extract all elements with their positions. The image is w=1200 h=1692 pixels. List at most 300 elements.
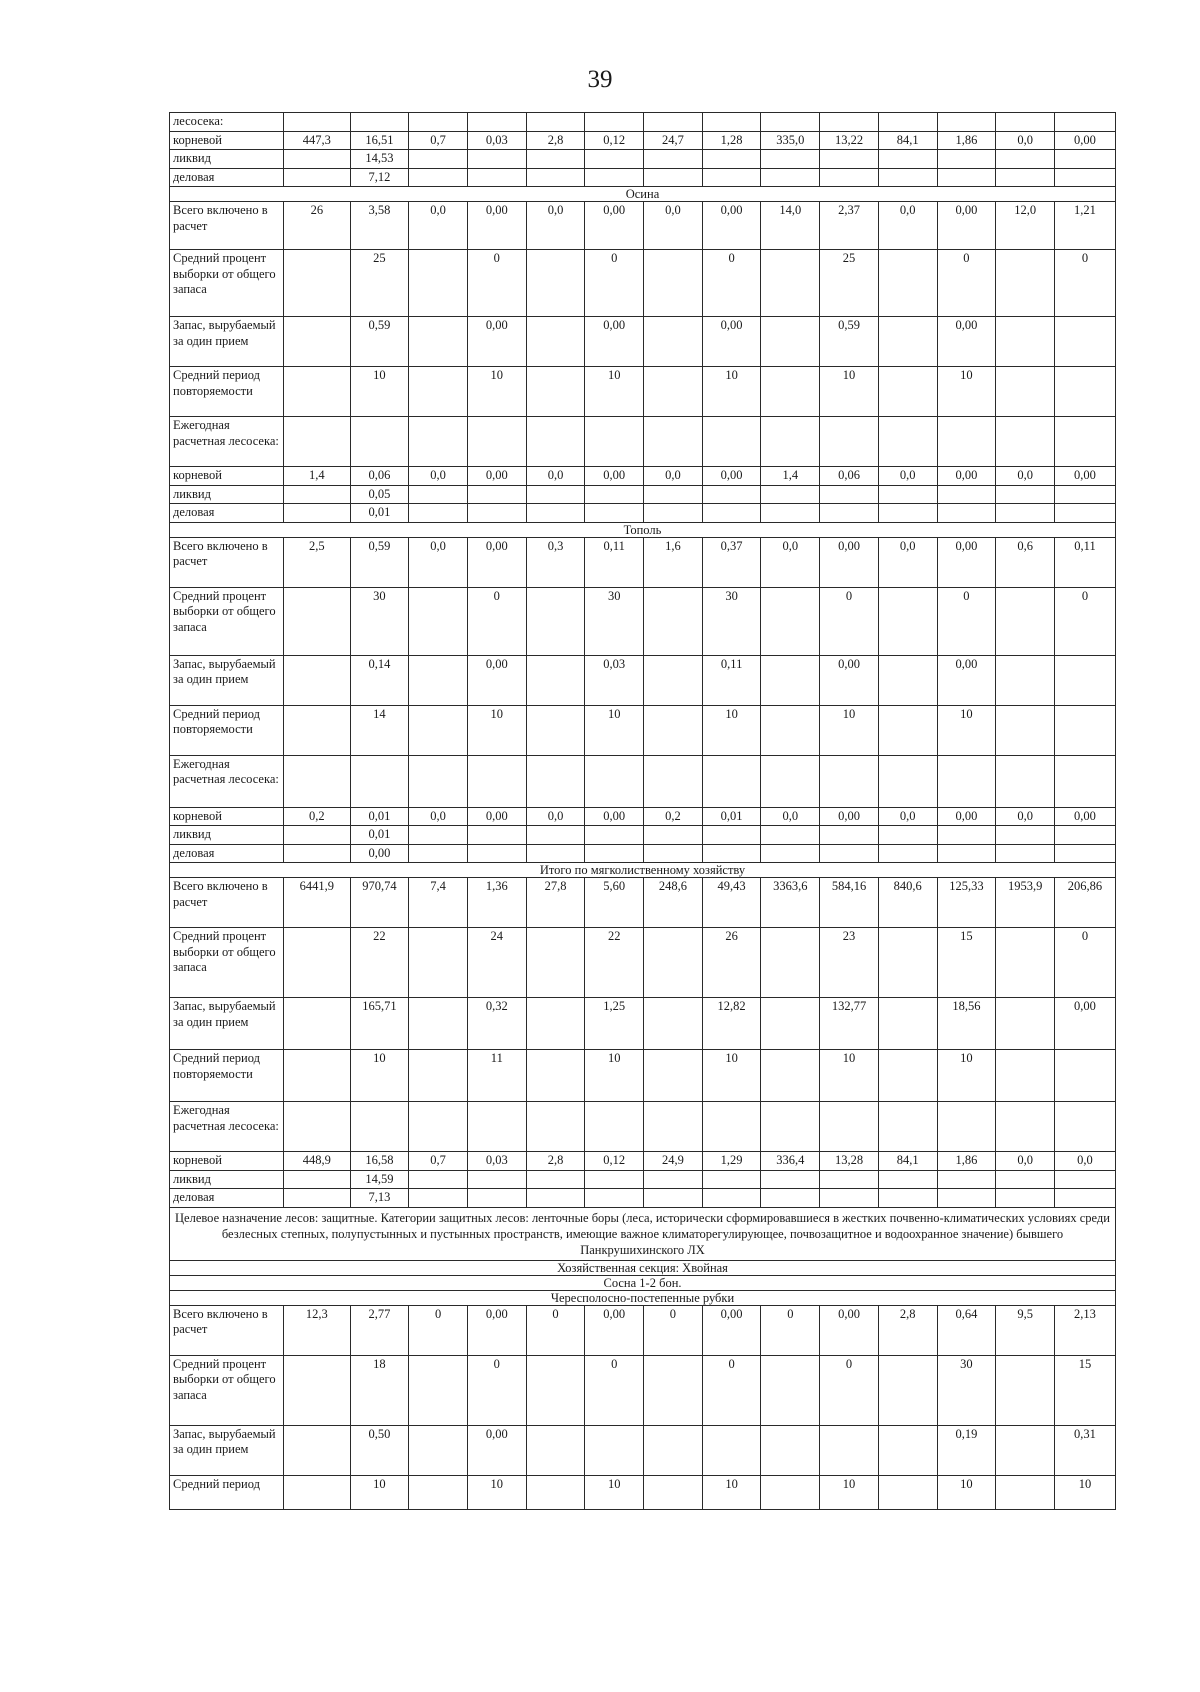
table-cell: 0,00 — [467, 655, 526, 705]
table-cell: 0,00 — [467, 317, 526, 367]
table-cell — [820, 844, 879, 863]
table-row — [170, 168, 1116, 187]
row-label: Ежегодная расчетная лесосека: — [170, 417, 284, 467]
table-cell — [996, 485, 1055, 504]
section-header-row — [170, 187, 1116, 202]
table-cell: 2,5 — [284, 537, 350, 587]
table-cell: 0,59 — [350, 317, 409, 367]
table-cell — [761, 367, 820, 417]
table-row — [170, 655, 1116, 705]
section-title: Осина — [170, 187, 1116, 202]
table-cell: 0 — [585, 1355, 644, 1425]
table-cell — [761, 168, 820, 187]
table-row — [170, 131, 1116, 150]
row-label: Средний процент выборки от общего запаса — [170, 587, 284, 655]
table-cell: 0 — [820, 1355, 879, 1425]
table-cell — [644, 504, 703, 523]
table-cell — [761, 417, 820, 467]
table-cell: 0,0 — [878, 467, 937, 486]
table-cell — [526, 587, 585, 655]
row-label: корневой — [170, 1152, 284, 1171]
table-cell — [284, 1475, 350, 1509]
table-cell: 10 — [350, 367, 409, 417]
table-cell — [409, 417, 468, 467]
table-cell — [820, 150, 879, 169]
table-cell — [644, 1050, 703, 1102]
table-row — [170, 878, 1116, 928]
table-cell — [1054, 705, 1115, 755]
table-cell — [878, 1475, 937, 1509]
table-cell — [284, 1425, 350, 1475]
table-row — [170, 1425, 1116, 1475]
table-cell: 840,6 — [878, 878, 937, 928]
table-cell — [284, 1189, 350, 1208]
table-cell — [467, 113, 526, 132]
table-cell: 0,0 — [761, 537, 820, 587]
table-cell: 0,0 — [526, 202, 585, 250]
table-cell — [996, 150, 1055, 169]
table-cell — [644, 250, 703, 317]
table-cell — [1054, 317, 1115, 367]
table-cell — [644, 998, 703, 1050]
table-cell: 0,05 — [350, 485, 409, 504]
table-cell — [878, 250, 937, 317]
table-cell: 0,01 — [350, 826, 409, 845]
table-cell: 10 — [937, 1050, 996, 1102]
table-cell — [1054, 1170, 1115, 1189]
table-cell — [644, 655, 703, 705]
table-cell: 14,0 — [761, 202, 820, 250]
table-cell: 0,00 — [702, 467, 761, 486]
table-cell — [820, 168, 879, 187]
table-cell: 0,0 — [996, 1152, 1055, 1171]
row-label: корневой — [170, 131, 284, 150]
table-cell: 30 — [702, 587, 761, 655]
table-cell — [644, 150, 703, 169]
table-cell — [761, 998, 820, 1050]
row-label: Средний процент выборки от общего запаса — [170, 1355, 284, 1425]
table-cell: 0,00 — [1054, 807, 1115, 826]
table-cell: 132,77 — [820, 998, 879, 1050]
table-cell — [467, 844, 526, 863]
table-cell: 0,01 — [350, 504, 409, 523]
table-cell — [937, 755, 996, 807]
table-cell: 11 — [467, 1050, 526, 1102]
table-cell — [526, 1050, 585, 1102]
table-cell: 1,21 — [1054, 202, 1115, 250]
table-cell: 10 — [820, 1475, 879, 1509]
table-row — [170, 1189, 1116, 1208]
table-row — [170, 928, 1116, 998]
table-cell: 30 — [585, 587, 644, 655]
table-cell: 0,00 — [585, 317, 644, 367]
table-cell — [467, 168, 526, 187]
table-cell — [526, 367, 585, 417]
table-cell — [409, 998, 468, 1050]
table-cell: 0,59 — [350, 537, 409, 587]
table-cell — [409, 1102, 468, 1152]
table-cell: 1,4 — [284, 467, 350, 486]
table-cell — [761, 1475, 820, 1509]
table-cell — [644, 1102, 703, 1152]
row-label: Ежегодная расчетная лесосека: — [170, 755, 284, 807]
table-cell — [526, 826, 585, 845]
table-cell — [467, 1170, 526, 1189]
table-cell — [996, 844, 1055, 863]
table-cell: 0,00 — [585, 202, 644, 250]
table-cell — [1054, 113, 1115, 132]
table-cell: 0,00 — [467, 1305, 526, 1355]
section-header-row — [170, 1260, 1116, 1275]
table-cell: 22 — [585, 928, 644, 998]
table-cell — [467, 1189, 526, 1208]
table-cell — [820, 755, 879, 807]
table-cell — [996, 113, 1055, 132]
table-cell — [996, 1425, 1055, 1475]
table-cell — [1054, 755, 1115, 807]
table-cell — [526, 168, 585, 187]
table-cell — [284, 250, 350, 317]
table-cell: 0,0 — [878, 807, 937, 826]
table-cell: 0,00 — [585, 1305, 644, 1355]
table-cell — [1054, 504, 1115, 523]
table-cell — [644, 826, 703, 845]
table-cell — [526, 705, 585, 755]
table-row — [170, 150, 1116, 169]
table-cell — [702, 504, 761, 523]
table-cell: 12,0 — [996, 202, 1055, 250]
table-cell: 0,00 — [820, 1305, 879, 1355]
table-cell: 10 — [467, 1475, 526, 1509]
table-cell: 23 — [820, 928, 879, 998]
table-cell: 0,0 — [996, 131, 1055, 150]
table-cell — [284, 367, 350, 417]
table-row — [170, 367, 1116, 417]
table-cell: 0,7 — [409, 1152, 468, 1171]
table-cell — [878, 150, 937, 169]
table-cell: 0 — [526, 1305, 585, 1355]
table-cell — [526, 113, 585, 132]
table-cell: 0,0 — [526, 467, 585, 486]
table-cell — [409, 113, 468, 132]
table-cell: 10 — [820, 367, 879, 417]
row-label: ликвид — [170, 485, 284, 504]
table-cell: 0 — [702, 250, 761, 317]
table-cell: 0,0 — [761, 807, 820, 826]
table-cell — [284, 1050, 350, 1102]
table-cell: 10 — [937, 367, 996, 417]
table-cell: 0,50 — [350, 1425, 409, 1475]
section-header-row — [170, 1275, 1116, 1290]
table-cell: 12,3 — [284, 1305, 350, 1355]
table-cell — [585, 504, 644, 523]
table-cell: 14,59 — [350, 1170, 409, 1189]
table-cell: 7,12 — [350, 168, 409, 187]
table-cell — [284, 1102, 350, 1152]
table-cell — [878, 504, 937, 523]
section-header-row — [170, 1290, 1116, 1305]
table-cell: 0,00 — [467, 1425, 526, 1475]
table-cell — [409, 504, 468, 523]
table-cell: 1,25 — [585, 998, 644, 1050]
table-cell — [761, 317, 820, 367]
table-cell — [644, 367, 703, 417]
table-cell — [996, 826, 1055, 845]
row-label: Средний процент выборки от общего запаса — [170, 250, 284, 317]
table-cell — [467, 755, 526, 807]
table-cell: 18,56 — [937, 998, 996, 1050]
table-cell — [996, 1355, 1055, 1425]
table-cell: 16,51 — [350, 131, 409, 150]
table-cell: 1,28 — [702, 131, 761, 150]
row-label: Средний период повторяемости — [170, 1050, 284, 1102]
table-cell — [937, 844, 996, 863]
table-cell: 0,00 — [467, 537, 526, 587]
table-cell — [467, 1102, 526, 1152]
table-cell — [585, 150, 644, 169]
table-cell — [878, 1050, 937, 1102]
table-cell — [761, 150, 820, 169]
table-cell: 15 — [937, 928, 996, 998]
section-title: Тополь — [170, 522, 1116, 537]
table-cell: 0,32 — [467, 998, 526, 1050]
table-cell — [996, 1170, 1055, 1189]
table-cell — [409, 705, 468, 755]
table-cell — [761, 485, 820, 504]
table-cell — [526, 928, 585, 998]
table-cell — [820, 417, 879, 467]
table-cell: 0,0 — [996, 467, 1055, 486]
table-cell — [644, 705, 703, 755]
table-row — [170, 113, 1116, 132]
table-cell: 0,64 — [937, 1305, 996, 1355]
table-cell: 0,0 — [409, 807, 468, 826]
table-cell: 0,00 — [467, 202, 526, 250]
table-cell — [702, 417, 761, 467]
table-cell: 0 — [409, 1305, 468, 1355]
table-cell: 0 — [820, 587, 879, 655]
table-cell — [526, 317, 585, 367]
table-cell — [996, 168, 1055, 187]
table-cell: 0,0 — [409, 537, 468, 587]
table-cell: 10 — [585, 705, 644, 755]
table-cell — [409, 1170, 468, 1189]
table-cell — [409, 1425, 468, 1475]
table-cell — [878, 1355, 937, 1425]
table-cell — [284, 168, 350, 187]
table-cell — [526, 1425, 585, 1475]
table-cell: 336,4 — [761, 1152, 820, 1171]
table-cell: 0,00 — [585, 807, 644, 826]
table-cell: 0,19 — [937, 1425, 996, 1475]
table-cell: 24,7 — [644, 131, 703, 150]
table-cell — [702, 168, 761, 187]
table-cell — [996, 1050, 1055, 1102]
table-cell: 10 — [937, 705, 996, 755]
row-label: Всего включено в расчет — [170, 1305, 284, 1355]
table-cell — [644, 587, 703, 655]
table-cell: 0 — [467, 1355, 526, 1425]
section-header-row — [170, 863, 1116, 878]
table-cell: 1,86 — [937, 1152, 996, 1171]
table-cell — [996, 1189, 1055, 1208]
table-cell — [702, 1189, 761, 1208]
table-cell — [1054, 826, 1115, 845]
table-cell: 2,8 — [526, 1152, 585, 1171]
table-cell — [937, 504, 996, 523]
table-cell: 0,00 — [820, 807, 879, 826]
table-cell — [526, 1475, 585, 1509]
table-cell — [937, 150, 996, 169]
table-cell: 0,11 — [702, 655, 761, 705]
table-cell: 0,2 — [644, 807, 703, 826]
table-cell — [284, 826, 350, 845]
table-cell: 2,8 — [878, 1305, 937, 1355]
table-cell: 0,6 — [996, 537, 1055, 587]
table-cell — [878, 417, 937, 467]
row-label: ликвид — [170, 826, 284, 845]
table-cell: 1953,9 — [996, 878, 1055, 928]
table-cell — [996, 655, 1055, 705]
table-cell — [702, 755, 761, 807]
table-cell — [409, 150, 468, 169]
table-cell: 84,1 — [878, 131, 937, 150]
table-cell: 7,13 — [350, 1189, 409, 1208]
table-cell: 10 — [585, 1475, 644, 1509]
table-cell — [996, 587, 1055, 655]
table-cell: 0,12 — [585, 1152, 644, 1171]
table-cell — [350, 755, 409, 807]
table-row — [170, 317, 1116, 367]
table-cell: 2,13 — [1054, 1305, 1115, 1355]
table-cell — [585, 755, 644, 807]
row-label: Средний период — [170, 1475, 284, 1509]
table-cell — [761, 587, 820, 655]
table-cell: 0,12 — [585, 131, 644, 150]
table-cell: 2,77 — [350, 1305, 409, 1355]
table-cell: 10 — [350, 1050, 409, 1102]
table-cell: 0 — [761, 1305, 820, 1355]
table-cell: 0,00 — [937, 202, 996, 250]
table-cell: 0 — [1054, 928, 1115, 998]
table-cell — [526, 250, 585, 317]
table-cell — [284, 705, 350, 755]
table-cell: 3,58 — [350, 202, 409, 250]
table-cell — [585, 844, 644, 863]
table-cell: 30 — [937, 1355, 996, 1425]
table-cell — [878, 1425, 937, 1475]
table-cell — [585, 1102, 644, 1152]
table-cell: 0,14 — [350, 655, 409, 705]
purpose-note: Целевое назначение лесов: защитные. Категории защитных лесов: ленточные боры (леса, исторически сформировавшиеся в жестких почвенно-климатических условиях среди безлесных степных, полупустынных и пустынных пространств, имеющие важное климаторегулирующее, почвозащитное и водоохранное значение) бывшего Панкрушихинского ЛХ — [170, 1207, 1116, 1260]
table-cell — [820, 504, 879, 523]
table-cell — [820, 1189, 879, 1208]
table-cell — [526, 1189, 585, 1208]
table-cell — [702, 1425, 761, 1475]
table-cell: 10 — [820, 705, 879, 755]
table-cell — [644, 317, 703, 367]
table-cell — [467, 826, 526, 845]
table-cell: 24 — [467, 928, 526, 998]
table-row — [170, 755, 1116, 807]
table-cell: 9,5 — [996, 1305, 1055, 1355]
table-cell: 0,0 — [409, 467, 468, 486]
row-label: Всего включено в расчет — [170, 202, 284, 250]
section-title: Чересполосно-постепенные рубки — [170, 1290, 1116, 1305]
table-cell: 0,31 — [1054, 1425, 1115, 1475]
table-cell: 0,00 — [937, 467, 996, 486]
table-cell: 2,8 — [526, 131, 585, 150]
forest-calc-table — [169, 112, 1116, 1510]
table-row — [170, 998, 1116, 1050]
row-label: деловая — [170, 168, 284, 187]
table-cell: 0,0 — [878, 202, 937, 250]
row-label: Всего включено в расчет — [170, 878, 284, 928]
table-cell — [467, 417, 526, 467]
table-cell — [878, 755, 937, 807]
table-cell — [996, 250, 1055, 317]
table-cell: 0,03 — [467, 131, 526, 150]
row-label: Запас, вырубаемый за один прием — [170, 317, 284, 367]
table-cell — [996, 367, 1055, 417]
table-cell: 1,6 — [644, 537, 703, 587]
table-cell: 10 — [585, 367, 644, 417]
table-cell — [761, 705, 820, 755]
table-cell — [878, 705, 937, 755]
table-cell — [878, 587, 937, 655]
table-row — [170, 467, 1116, 486]
table-cell — [878, 928, 937, 998]
table-cell — [702, 1170, 761, 1189]
table-cell — [526, 485, 585, 504]
table-cell — [409, 1189, 468, 1208]
table-cell: 15 — [1054, 1355, 1115, 1425]
table-cell — [284, 655, 350, 705]
table-cell — [761, 655, 820, 705]
table-row — [170, 202, 1116, 250]
table-cell — [878, 113, 937, 132]
table-cell: 970,74 — [350, 878, 409, 928]
table-cell: 10 — [350, 1475, 409, 1509]
table-cell: 0,03 — [585, 655, 644, 705]
table-cell: 16,58 — [350, 1152, 409, 1171]
table-cell: 0,00 — [1054, 131, 1115, 150]
note-row — [170, 1207, 1116, 1260]
table-cell — [878, 317, 937, 367]
table-row — [170, 587, 1116, 655]
table-cell: 0,01 — [350, 807, 409, 826]
table-cell: 0 — [937, 587, 996, 655]
table-cell: 0,11 — [1054, 537, 1115, 587]
table-cell: 10 — [820, 1050, 879, 1102]
table-cell: 448,9 — [284, 1152, 350, 1171]
row-label: лесосека: — [170, 113, 284, 132]
row-label: Средний процент выборки от общего запаса — [170, 928, 284, 998]
table-cell: 10 — [467, 367, 526, 417]
table-cell — [409, 367, 468, 417]
table-cell — [702, 485, 761, 504]
table-cell: 0,00 — [702, 202, 761, 250]
table-cell — [409, 1355, 468, 1425]
table-cell: 12,82 — [702, 998, 761, 1050]
table-cell: 84,1 — [878, 1152, 937, 1171]
table-cell: 335,0 — [761, 131, 820, 150]
table-row — [170, 1102, 1116, 1152]
table-cell — [761, 1189, 820, 1208]
table-cell: 26 — [284, 202, 350, 250]
table-cell: 27,8 — [526, 878, 585, 928]
table-cell: 0,37 — [702, 537, 761, 587]
